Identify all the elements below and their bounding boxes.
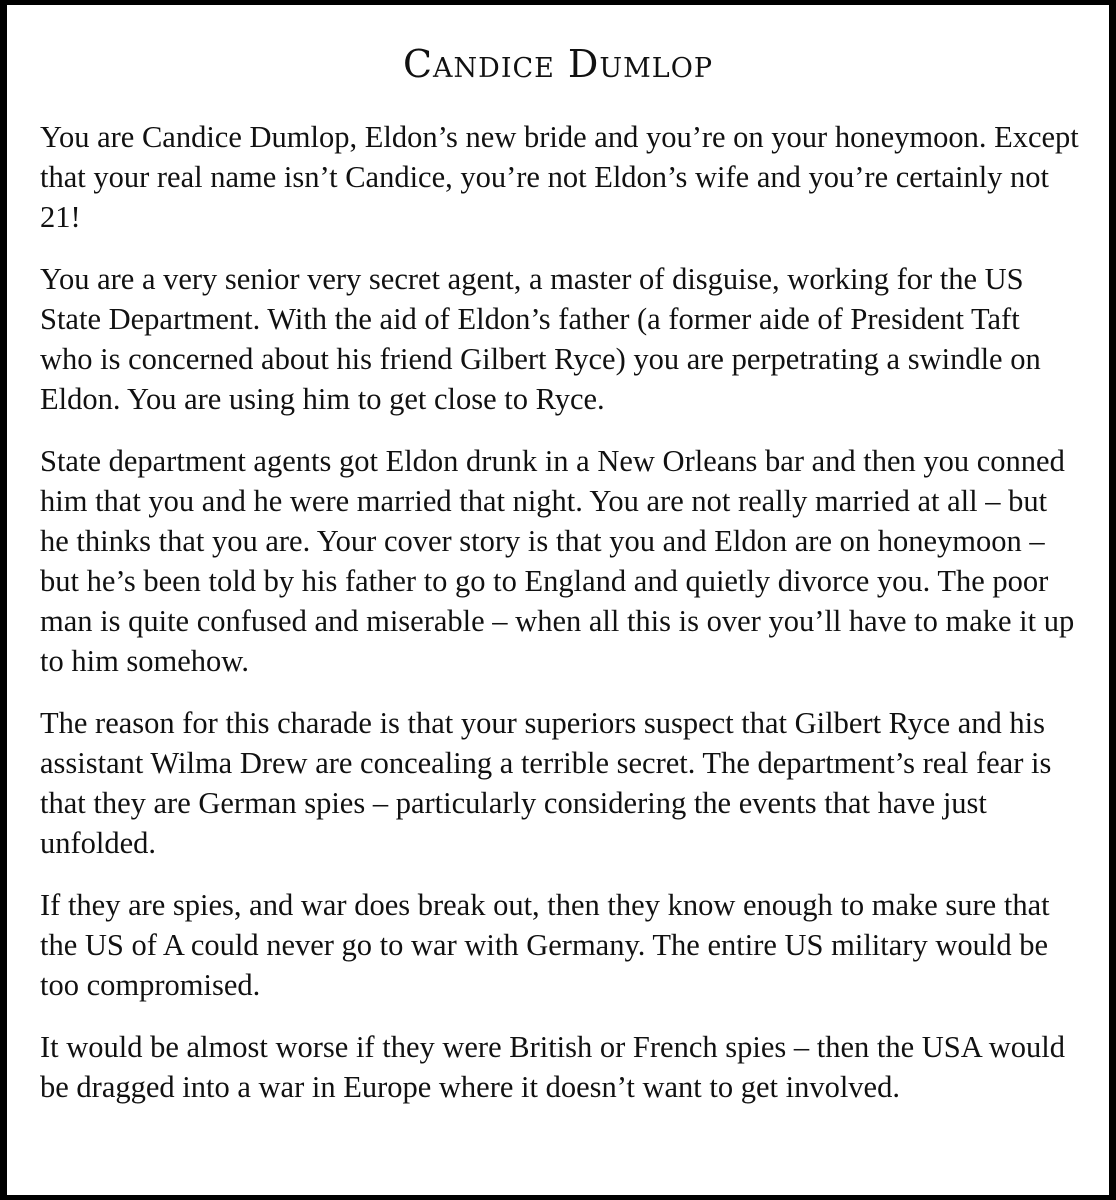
body-text — [40, 117, 1079, 1129]
paragraph-4: The reason for this charade is that your superiors suspect that Gilbert Ryce and his assistant Wilma Drew are concealing a terrible secret. The department’s real fear is that they are German spies – particularly considering the events that have just unfolded. — [40, 706, 1052, 860]
paragraph-2: You are a very senior very secret agent, a master of disguise, working for the US State Department. With the aid of Eldon’s father (a former aide of President Taft who is concerned about his friend Gilbert Ryce) you are perpetrating a swindle on Eldon. You are using him to get close to Ryce. — [40, 262, 1041, 416]
page-title: Candice Dumlop — [402, 42, 714, 86]
paragraph-6: It would be almost worse if they were British or French spies – then the USA would be dragged into a war in Europe where it doesn’t want to get involved. — [40, 1030, 1065, 1104]
paragraph-5: If they are spies, and war does break out, then they know enough to make sure that the US of A could never go to war with Germany. The entire US military would be too compromised. — [40, 888, 1050, 1002]
paragraph-1: You are Candice Dumlop, Eldon’s new bride and you’re on your honeymoon. Except that your real name isn’t Candice, you’re not Eldon’s wife and you’re certainly not 21! — [40, 120, 1079, 234]
paragraph-3: State department agents got Eldon drunk in a New Orleans bar and then you conned him that you and he were married that night. You are not really married at all – but he thinks that you are. Your cover story is that you and Eldon are on honeymoon – but he’s been told by his father to go to England and quietly divorce you. The poor man is quite confused and miserable – when all this is over you’ll have to make it up to him somehow. — [40, 444, 1075, 678]
